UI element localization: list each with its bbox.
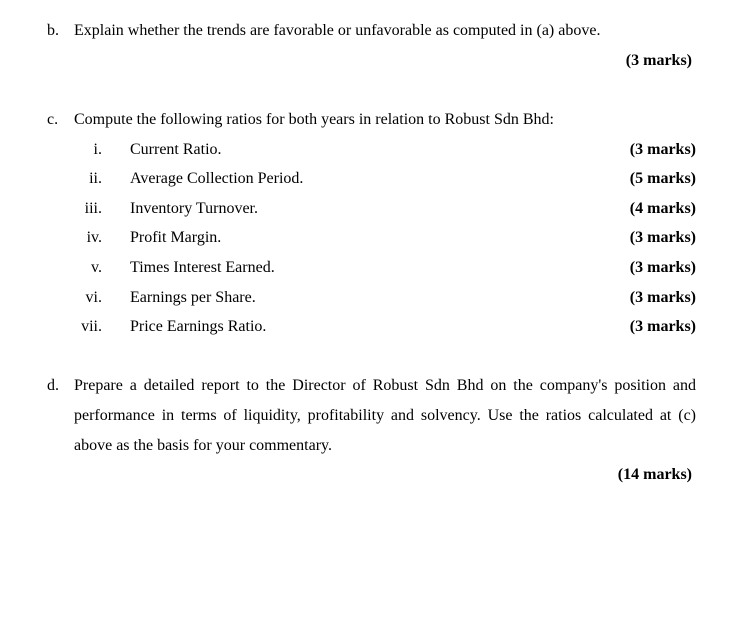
ratio-item-number: iii.	[84, 200, 102, 217]
ratio-item-text: Current Ratio.	[130, 141, 222, 158]
ratio-item-number: ii.	[89, 170, 102, 187]
ratio-item-number: vi.	[85, 289, 102, 306]
ratio-item-number: i.	[93, 141, 102, 158]
ratio-item-marks: (3 marks)	[629, 229, 696, 246]
ratio-item-text: Inventory Turnover.	[130, 200, 258, 217]
ratio-item-text: Times Interest Earned.	[130, 259, 275, 276]
question-b-marks: (3 marks)	[625, 52, 692, 69]
ratio-item-number: v.	[91, 259, 102, 276]
ratio-item-text: Profit Margin.	[130, 229, 222, 246]
ratio-item-marks: (3 marks)	[629, 289, 696, 306]
question-d-text: Prepare a detailed report to the Director of Robust Sdn Bhd on the company's position and performance in terms of liquidity, profitability and solvency. Use the ratios calculated at (c) above as the basis for your commentary.	[74, 377, 696, 454]
ratio-item-number: vii.	[81, 318, 102, 335]
ratio-item-number: iv.	[86, 229, 102, 246]
ratio-item-marks: (4 marks)	[629, 200, 696, 217]
question-c-letter: c.	[47, 111, 59, 128]
question-b-letter: b.	[47, 22, 59, 39]
ratio-item-marks: (3 marks)	[629, 259, 696, 276]
question-c-text: Compute the following ratios for both years in relation to Robust Sdn Bhd:	[74, 111, 554, 128]
ratio-item-marks: (5 marks)	[629, 170, 696, 187]
question-d-letter: d.	[47, 377, 59, 394]
question-b-text: Explain whether the trends are favorable or unfavorable as computed in (a) above.	[74, 22, 601, 39]
ratio-item-marks: (3 marks)	[629, 318, 696, 335]
ratio-item-text: Average Collection Period.	[130, 170, 304, 187]
ratio-item-text: Price Earnings Ratio.	[130, 318, 267, 335]
ratio-item-text: Earnings per Share.	[130, 289, 256, 306]
ratio-item-marks: (3 marks)	[629, 141, 696, 158]
question-d-marks: (14 marks)	[617, 466, 692, 483]
